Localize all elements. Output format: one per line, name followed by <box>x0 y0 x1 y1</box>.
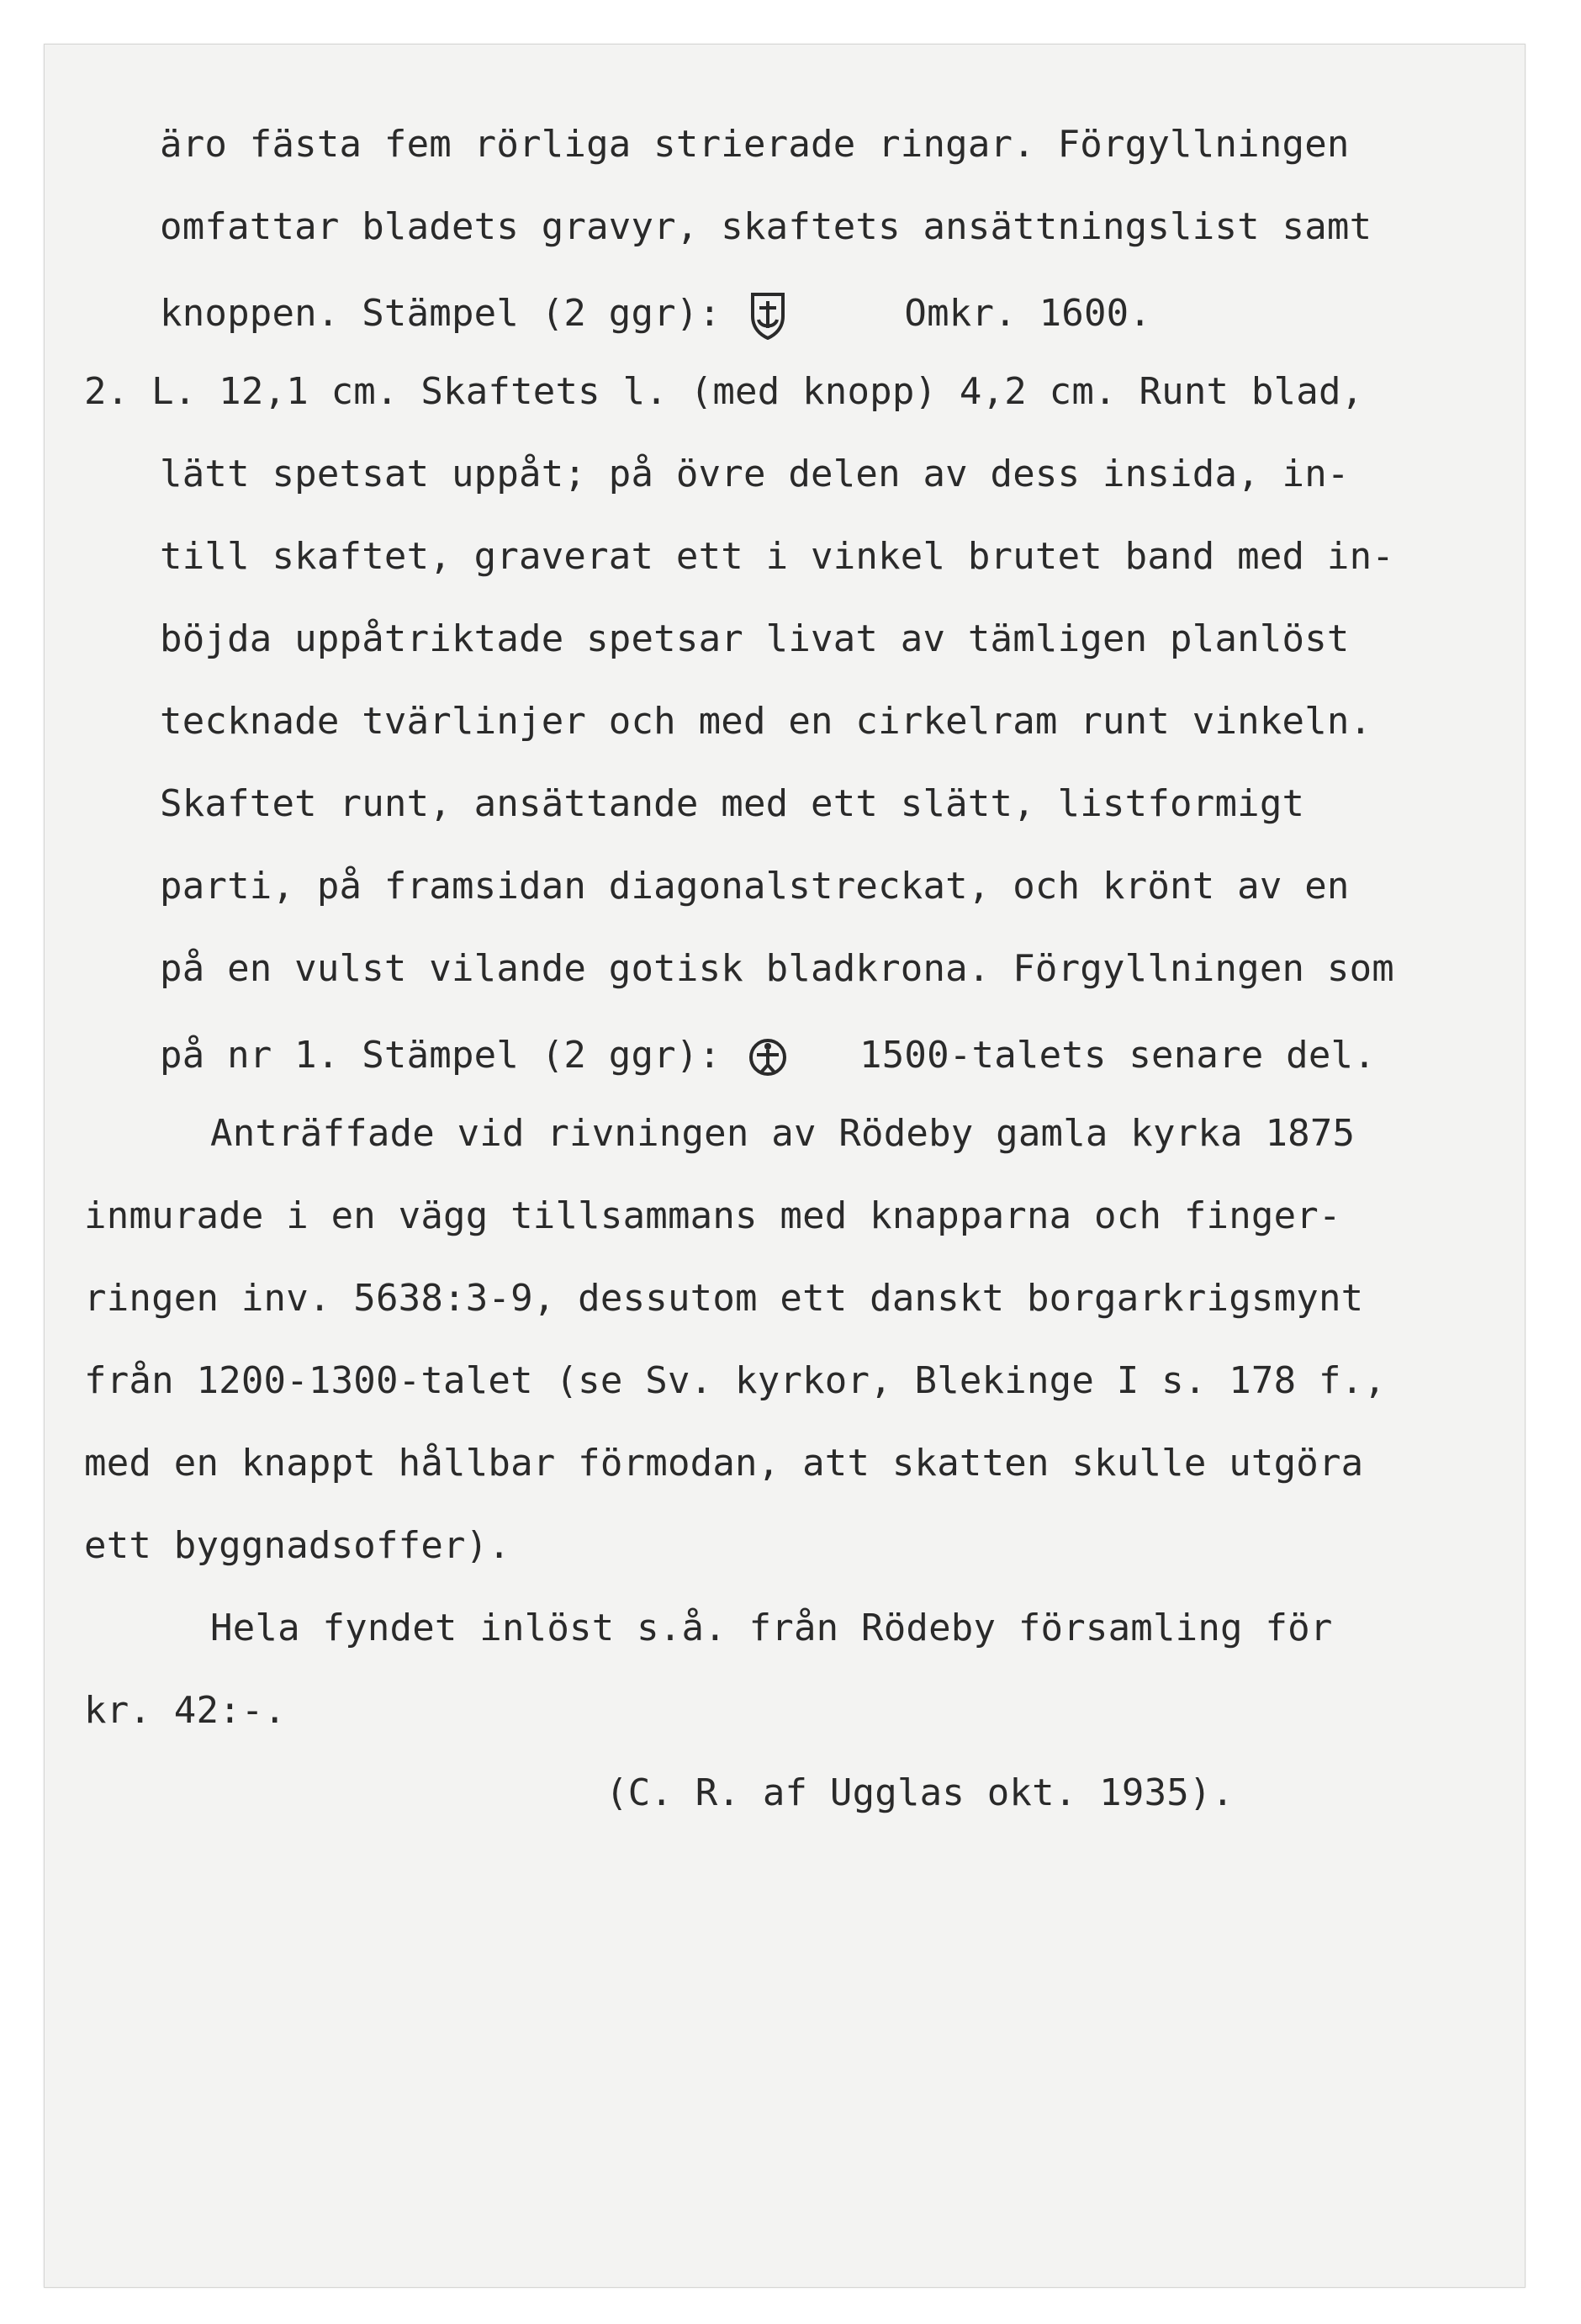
text-line-6: till skaftet, graverat ett i vinkel brutet band med in- <box>160 535 1394 578</box>
shield-stamp-icon <box>748 291 787 340</box>
text-line-4: 2. L. 12,1 cm. Skaftets l. (med knopp) 4,2 cm. Runt blad, <box>84 370 1364 413</box>
text-line-12a: på nr 1. Stämpel (2 ggr): <box>160 1034 722 1077</box>
text-line-18: ett byggnadsoffer). <box>84 1524 511 1567</box>
text-line-3b: Omkr. 1600. <box>904 292 1152 335</box>
circle-stamp-icon <box>748 1033 787 1082</box>
text-line-20: kr. 42:-. <box>84 1689 287 1732</box>
text-line-9: Skaftet runt, ansättande med ett slätt, listformigt <box>160 782 1305 825</box>
text-line-13: Anträffade vid rivningen av Rödeby gamla kyrka 1875 <box>210 1112 1356 1155</box>
text-line-16: från 1200-1300-talet (se Sv. kyrkor, Blekinge I s. 178 f., <box>84 1359 1387 1402</box>
text-line-11: på en vulst vilande gotisk bladkrona. Förgyllningen som <box>160 947 1394 990</box>
text-line-3a: knoppen. Stämpel (2 ggr): <box>160 292 722 335</box>
text-line-14: inmurade i en vägg tillsammans med knapparna och finger- <box>84 1194 1341 1237</box>
text-line-19: Hela fyndet inlöst s.å. från Rödeby församling för <box>210 1607 1333 1649</box>
text-line-12 <box>160 1033 1376 1082</box>
text-line-1: äro fästa fem rörliga strierade ringar. Förgyllningen <box>160 123 1350 166</box>
text-line-7: böjda uppåtriktade spetsar livat av tämligen planlöst <box>160 617 1350 660</box>
text-line-15: ringen inv. 5638:3-9, dessutom ett danskt borgarkrigsmynt <box>84 1277 1364 1320</box>
text-line-5: lätt spetsat uppåt; på övre delen av dess insida, in- <box>160 453 1350 495</box>
text-line-17: med en knappt hållbar förmodan, att skatten skulle utgöra <box>84 1442 1364 1485</box>
text-line-2: omfattar bladets gravyr, skaftets ansättningslist samt <box>160 205 1372 248</box>
signature-line: (C. R. af Ugglas okt. 1935). <box>605 1771 1235 1814</box>
text-line-3 <box>160 291 1151 340</box>
text-line-10: parti, på framsidan diagonalstreckat, och krönt av en <box>160 865 1350 908</box>
text-line-8: tecknade tvärlinjer och med en cirkelram runt vinkeln. <box>160 700 1372 743</box>
text-line-12b: 1500-talets senare del. <box>859 1034 1376 1077</box>
